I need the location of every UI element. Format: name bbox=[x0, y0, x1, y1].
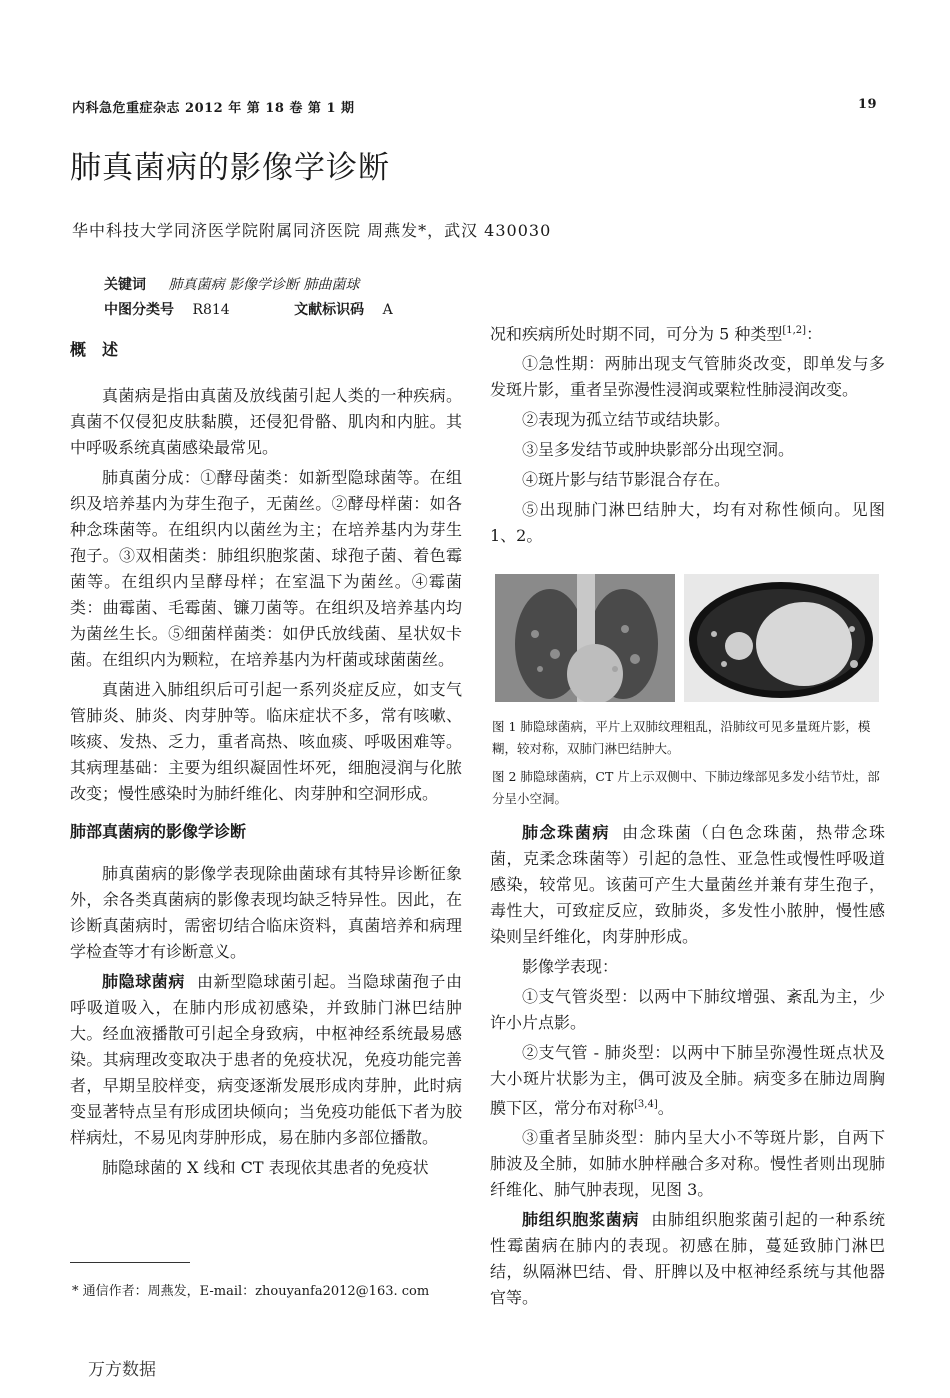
paragraph-text: 况和疾病所处时期不同，可分为 5 种类型 bbox=[490, 324, 783, 344]
figure-1-xray-image bbox=[495, 574, 675, 702]
paragraph-lead: 肺隐球菌病 bbox=[102, 972, 185, 991]
paragraph-lead: 肺组织胞浆菌病 bbox=[522, 1210, 640, 1230]
classification-label: 中图分类号 bbox=[104, 302, 174, 318]
paragraph bbox=[490, 1207, 885, 1311]
xray-illustration bbox=[495, 574, 675, 702]
watermark: 万方数据 bbox=[88, 1360, 156, 1380]
classification-row bbox=[104, 299, 393, 319]
paragraph: 真菌病是指由真菌及放线菌引起人类的一种疾病。真菌不仅侵犯皮肤黏膜，还侵犯骨骼、肌肉和内脏。其中呼吸系统真菌感染最常见。 bbox=[70, 386, 462, 457]
paragraph-end: ： bbox=[806, 324, 823, 344]
doc-code-value: A bbox=[382, 302, 393, 318]
left-column bbox=[70, 333, 462, 1185]
section-imaging-title: 肺部真菌病的影像学诊断 bbox=[70, 822, 247, 841]
section-overview-title: 概 述 bbox=[70, 340, 119, 359]
article-title: 肺真菌病的影像学诊断 bbox=[70, 150, 390, 186]
footnote-divider bbox=[70, 1262, 190, 1263]
type-item: ④斑片影与结节影混合存在。 bbox=[522, 470, 731, 490]
type-item: ②表现为孤立结节或结块影。 bbox=[522, 410, 731, 430]
paragraph-lead: 肺念珠菌病 bbox=[522, 823, 611, 842]
right-column-top bbox=[490, 318, 885, 553]
figure-captions bbox=[492, 716, 887, 810]
doc-code-label: 文献标识码 bbox=[294, 302, 365, 318]
paragraph-text: ②支气管 - 肺炎型：以两中下肺呈弥漫性斑点状及大小斑片状影为主，偶可波及全肺。病变多在肺边周胸膜下区，常分布对称 bbox=[490, 1043, 885, 1118]
paragraph: 肺隐球菌的 X 线和 CT 表现依其患者的免疫状 bbox=[102, 1158, 429, 1177]
type-item: ①急性期：两肺出现支气管肺炎改变，即单发与多发斑片影，重者呈弥漫性浸润或粟粒性肺浸润改变。 bbox=[490, 354, 885, 400]
journal-header: 内科急危重症杂志 2012 年 第 18 卷 第 1 期 bbox=[72, 101, 355, 116]
paragraph: 真菌进入肺组织后可引起一系列炎症反应，如支气管肺炎、肺炎、肉芽肿等。临床症状不多，常有咳嗽、咳痰、发热、乏力，重者高热、咳血痰、呼吸困难等。其病理基础：主要为组织凝固性坏死，细胞浸润与化脓改变；慢性感染时为肺纤维化、肉芽肿和空洞形成。 bbox=[70, 680, 462, 803]
keywords-row bbox=[104, 274, 359, 294]
paragraph bbox=[490, 820, 885, 950]
paragraph-text: 由新型隐球菌引起。当隐球菌孢子由呼吸道吸入，在肺内形成初感染，并致肺门淋巴结肿大。经血液播散可引起全身致病，中枢神经系统最易感染。其病理改变取决于患者的免疫状况，免疫功能完善者，早期呈胶样变，病变逐渐发展形成肉芽肿，此时病变显著特点呈有形成团块倾向；当免疫功能低下者为胶样病灶，不易见肉芽肿形成，易在肺内多部位播散。 bbox=[70, 972, 462, 1147]
figure-2-caption: 图 2 肺隐球菌病，CT 片上示双侧中、下肺边缘部见多发小结节灶，部分呈小空洞。 bbox=[492, 769, 880, 806]
footnote: * 通信作者：周燕发，E-mail：zhouyanfa2012@163. com bbox=[72, 1284, 430, 1299]
citation: [3,4] bbox=[634, 1099, 658, 1110]
paragraph-text: 由肺组织胞浆菌引起的一种系统性霉菌病在肺内的表现。初感在肺，蔓延致肺门淋巴结，纵隔淋巴结、骨、肝脾以及中枢神经系统与其他器官等。 bbox=[490, 1210, 885, 1308]
type-item: ⑤出现肺门淋巴结肿大，均有对称性倾向。见图 1、2。 bbox=[490, 500, 885, 546]
paragraph: 肺真菌病的影像学表现除曲菌球有其特异诊断征象外，余各类真菌病的影像表现均缺乏特异性。因此，在诊断真菌病时，需密切结合临床资料，真菌培养和病理学检查等才有诊断意义。 bbox=[70, 864, 462, 961]
right-column-bottom bbox=[490, 820, 885, 1315]
paragraph: ③重者呈肺炎型：肺内呈大小不等斑片影，自两下肺波及全肺，如肺水肿样融合多对称。慢性者则出现肺纤维化、肺气肿表现，见图 3。 bbox=[490, 1128, 885, 1200]
paragraph-end: 。 bbox=[657, 1098, 674, 1118]
figure-1-caption: 图 1 肺隐球菌病，平片上双肺纹理粗乱，沿肺纹可见多量斑片影，模糊，较对称，双肺门淋巴结肿大。 bbox=[492, 719, 871, 756]
paragraph bbox=[490, 318, 885, 347]
paragraph bbox=[70, 969, 462, 1151]
figure-2-ct-image bbox=[684, 574, 879, 702]
paragraph-text: 由念珠菌（白色念珠菌，热带念珠菌，克柔念珠菌等）引起的急性、亚急性或慢性呼吸道感染，较常见。该菌可产生大量菌丝并兼有芽生孢子，毒性大，可致症反应，致肺炎，多发性小脓肿，慢性感染则呈纤维化，肉芽肿形成。 bbox=[490, 823, 885, 946]
paragraph: 肺真菌分成：①酵母菌类：如新型隐球菌等。在组织及培养基内为芽生孢子，无菌丝。②酵母样菌：如各种念珠菌等。在组织内以菌丝为主；在培养基内为芽生孢子。③双相菌类：肺组织胞浆菌、球孢子菌、着色霉菌等。在组织内呈酵母样；在室温下为菌丝。④霉菌类：曲霉菌、毛霉菌、镰刀菌等。在组织及培养基内均为菌丝生长。⑤细菌样菌类：如伊氏放线菌、星状奴卡菌。在组织内为颗粒，在培养基内为杆菌或球菌菌丝。 bbox=[70, 468, 462, 669]
paragraph bbox=[490, 1040, 885, 1121]
paragraph: 影像学表现： bbox=[522, 957, 619, 976]
paragraph: ①支气管炎型：以两中下肺纹增强、紊乱为主，少许小片点影。 bbox=[490, 987, 885, 1032]
affiliation: 华中科技大学同济医学院附属同济医院 周燕发*，武汉 430030 bbox=[72, 221, 552, 240]
classification-value: R814 bbox=[192, 302, 230, 318]
keywords-label: 关键词 bbox=[104, 277, 146, 293]
type-item: ③呈多发结节或肿块影部分出现空洞。 bbox=[522, 440, 795, 460]
page-number: 19 bbox=[858, 97, 878, 112]
ct-illustration bbox=[684, 574, 879, 702]
citation: [1,2] bbox=[782, 325, 807, 336]
keywords-values: 肺真菌病 影像学诊断 肺曲菌球 bbox=[168, 277, 360, 293]
